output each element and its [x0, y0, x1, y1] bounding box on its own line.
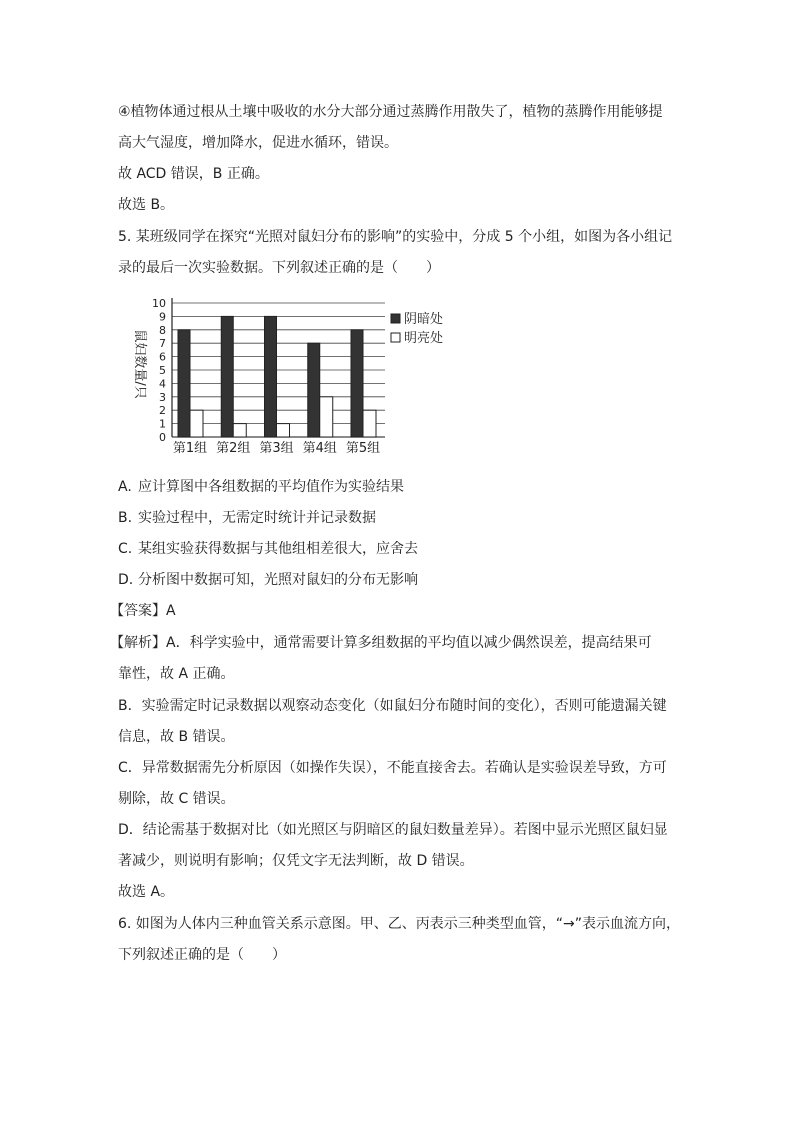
question6-stem-line-2: 下列叙述正确的是（ ）: [118, 947, 286, 963]
legend-label-2: 明亮处: [404, 331, 444, 346]
y-tick-label-9: 9: [159, 310, 166, 324]
analysis-text: A．科学实验中，通常需要计算多组数据的平均值以减少偶然误差，提高结果可: [166, 635, 652, 651]
analysis-line-5: C．异常数据需先分析原因（如操作失误），不能直接舍去。若确认是实验误差导致，方可: [118, 760, 667, 776]
bar-series-1-group-3: [265, 316, 277, 437]
prev-solution-line-2: 高大气湿度，增加降水，促进水循环，错误。: [118, 135, 398, 151]
y-tick-label-2: 2: [159, 404, 166, 418]
bar-chart: [128, 294, 458, 464]
analysis-line-2: 靠性，故 A 正确。: [118, 666, 235, 682]
analysis-line-1: [110, 635, 652, 651]
question5-stem-line-2: 录的最后一次实验数据。下列叙述正确的是（ ）: [118, 260, 440, 276]
question5-conclusion: 故选 A。: [118, 884, 175, 900]
bar-series-1-group-5: [351, 330, 363, 437]
y-tick-label-8: 8: [159, 323, 166, 337]
option-text: 某组实验获得数据与其他组相差很大，应舍去: [138, 541, 418, 557]
option-text: 实验过程中，无需定时统计并记录数据: [138, 510, 376, 526]
analysis-line-7: D．结论需基于数据对比（如光照区与阴暗区的鼠妇数量差异）。若图中显示光照区鼠妇显: [118, 822, 668, 838]
option-c: [118, 541, 418, 557]
option-letter: D.: [118, 572, 134, 588]
option-text: 应计算图中各组数据的平均值作为实验结果: [138, 479, 404, 495]
option-b: [118, 510, 376, 526]
analysis-line-8: 著减少，则说明有影响；仅凭文字无法判断，故 D 错误。: [118, 853, 474, 869]
option-letter: A.: [118, 479, 132, 495]
y-tick-label-4: 4: [159, 377, 166, 391]
bar-series-2-group-5: [363, 410, 376, 437]
prev-solution-conclusion: 故选 B。: [118, 197, 175, 213]
option-letter: C.: [118, 541, 133, 557]
option-text: 分析图中数据可知，光照对鼠妇的分布无影响: [138, 572, 418, 588]
analysis-line-3: B．实验需定时记录数据以观察动态变化（如鼠妇分布随时间的变化），否则可能遗漏关键: [118, 698, 667, 714]
analysis-line-6: 剔除，故 C 错误。: [118, 791, 235, 807]
prev-solution-line-3: 故 ACD 错误，B 正确。: [118, 166, 269, 182]
bar-series-1-group-4: [308, 343, 320, 437]
x-tick-label-1: 第1组: [172, 441, 208, 456]
y-tick-label-0: 0: [159, 431, 166, 444]
prev-solution-line-1: ④植物体通过根从土壤中吸收的水分大部分通过蒸腾作用散失了，植物的蒸腾作用能够提: [118, 104, 663, 120]
y-tick-label-3: 3: [159, 390, 166, 404]
option-d: [118, 572, 418, 588]
question6-stem-line-1: 6. 如图为人体内三种血管关系示意图。甲、乙、丙表示三种类型血管，“→”表示血流方向，: [118, 916, 681, 932]
option-letter: B.: [118, 510, 133, 526]
x-tick-label-3: 第3组: [259, 441, 294, 456]
bar-series-2-group-4: [320, 397, 333, 437]
bar-series-1-group-1: [178, 330, 190, 437]
analysis-line-4: 信息，故 B 错误。: [118, 729, 235, 745]
legend-swatch-1: [391, 314, 400, 323]
y-tick-label-5: 5: [159, 364, 166, 377]
bar-series-2-group-1: [190, 410, 203, 437]
answer-value: A: [166, 603, 176, 619]
option-a: [118, 479, 404, 495]
legend-label-1: 阴暗处: [404, 312, 444, 327]
y-tick-label-1: 1: [159, 417, 166, 431]
y-axis-label: 鼠妇数量/只: [132, 329, 147, 399]
x-tick-label-4: 第4组: [302, 441, 337, 456]
x-tick-label-2: 第2组: [216, 441, 251, 456]
answer-line: [110, 603, 176, 619]
y-tick-label-7: 7: [159, 337, 166, 351]
bar-series-2-group-2: [233, 424, 246, 437]
bar-series-1-group-2: [221, 316, 233, 437]
analysis-label: 【解析】: [110, 635, 166, 651]
answer-label: 【答案】: [110, 603, 166, 619]
y-tick-label-10: 10: [152, 297, 166, 310]
bar-series-2-group-3: [277, 424, 290, 437]
x-tick-label-5: 第5组: [345, 441, 381, 456]
legend-swatch-2: [391, 333, 400, 342]
question5-stem-line-1: 5. 某班级同学在探究“光照对鼠妇分布的影响”的实验中，分成 5 个小组，如图为各小组记: [118, 229, 673, 245]
y-tick-label-6: 6: [159, 350, 166, 364]
